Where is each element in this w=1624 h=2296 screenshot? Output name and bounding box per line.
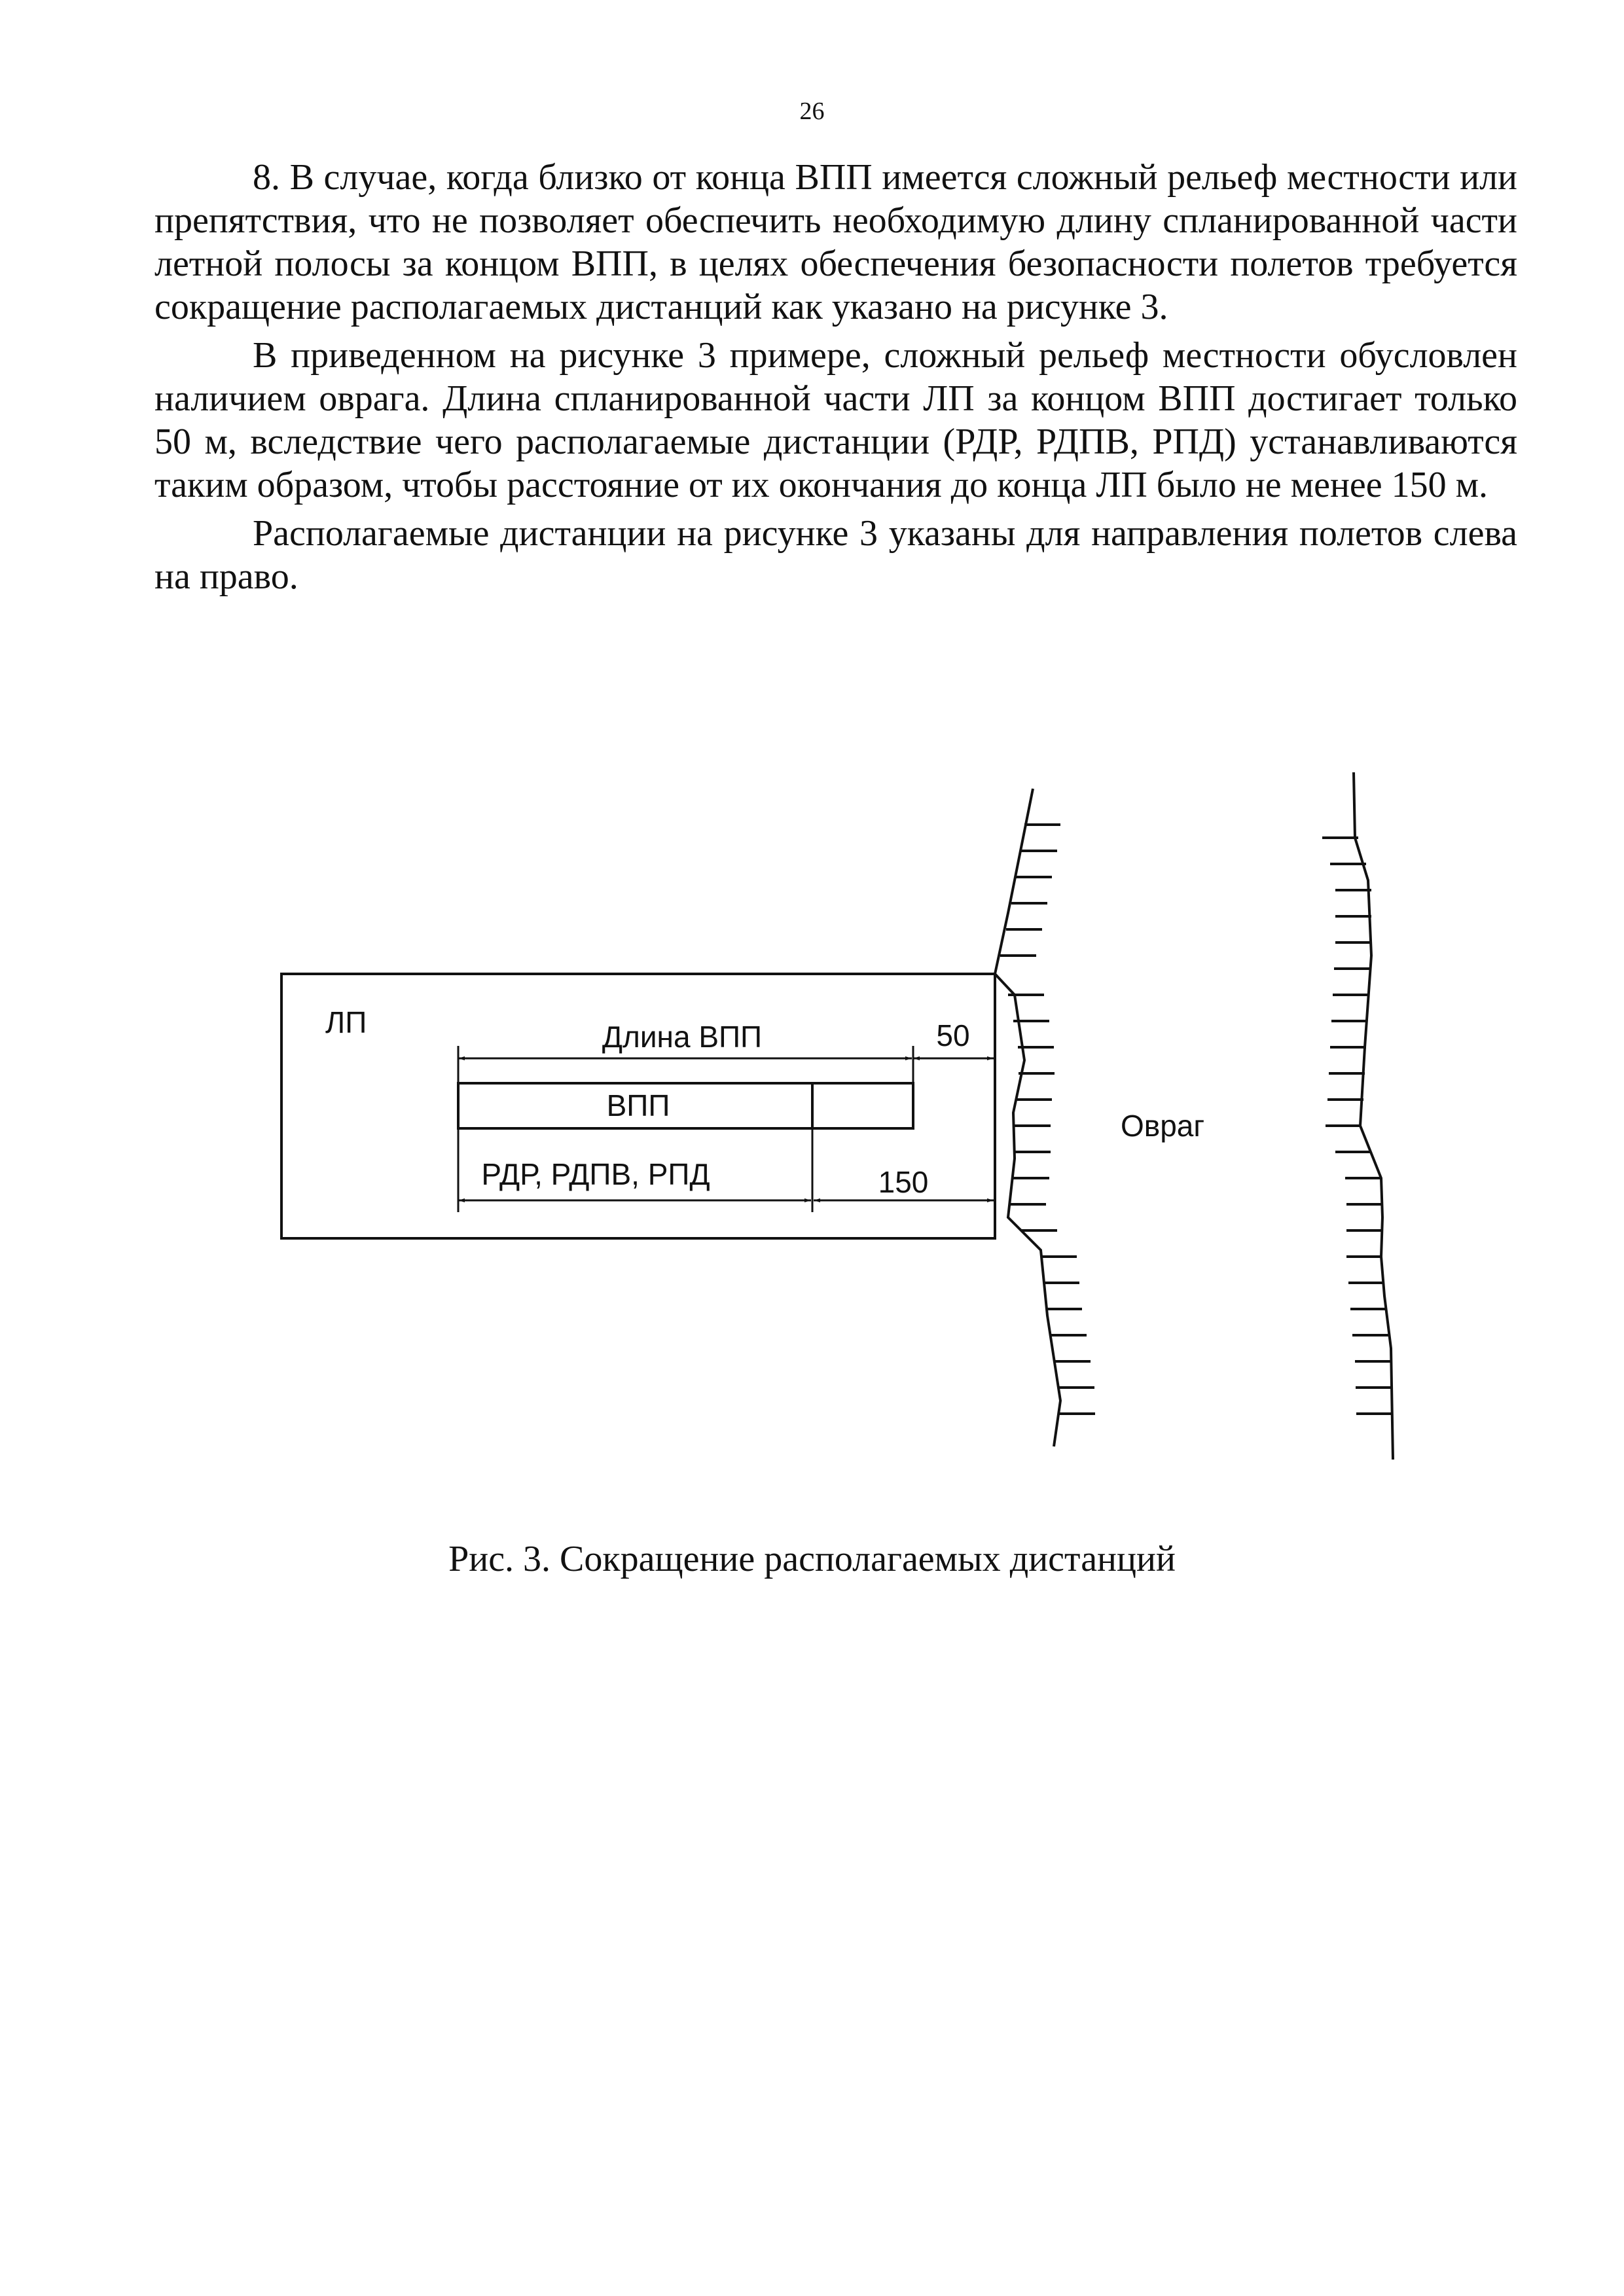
paragraph-1: 8. В случае, когда близко от конца ВПП имеется сложный рельеф местности или препятствия, что не позволяет обеспечить необходимую длину спланированной части летной полосы за концом ВПП, в целях обеспечения безопасности полетов требуется сокращение располагаемых дистанций как указано на рисунке 3. <box>154 157 1517 327</box>
ravine-left-edge <box>995 789 1060 1446</box>
runway-label: ВПП <box>606 1088 670 1122</box>
clearance-label: 150 <box>878 1165 929 1199</box>
end-strip-label: 50 <box>936 1018 970 1052</box>
ravine-label: Овраг <box>1121 1109 1205 1143</box>
figure-caption: Рис. 3. Сокращение располагаемых дистанций <box>448 1539 1176 1579</box>
paragraph-3: Располагаемые дистанции на рисунке 3 указаны для направления полетов слева на право. <box>154 513 1517 597</box>
page-number: 26 <box>799 98 825 125</box>
runway <box>458 1083 913 1128</box>
ravine-right-edge <box>1354 772 1393 1460</box>
ravine-right-hatching <box>1322 838 1392 1414</box>
distances-label: РДР, РДПВ, РПД <box>481 1157 710 1191</box>
strip-label: ЛП <box>325 1005 367 1039</box>
runway-length-label: Длина ВПП <box>602 1020 763 1054</box>
paragraph-2: В приведенном на рисунке 3 примере, сложный рельеф местности обусловлен наличием оврага. Длина спланированной части ЛП за концом ВПП достигает только 50 м, вследствие чего располагаемые дистанции (РДР, РДПВ, РПД) устанавливаются таким образом, чтобы расстояние от их окончания до конца ЛП было не менее 150 м. <box>154 335 1517 505</box>
